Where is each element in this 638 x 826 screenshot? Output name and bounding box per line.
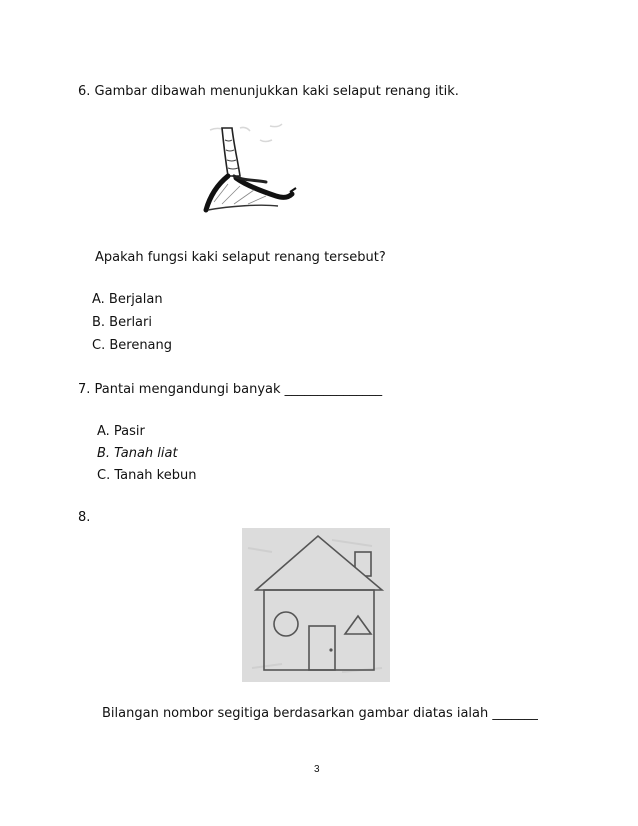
page-number: 3 [314,764,320,775]
q7-text: 7. Pantai mengandungi banyak _______________ [78,382,383,397]
q8-number: 8. [78,510,91,525]
duck-foot-image [200,118,300,218]
house-image [242,528,390,682]
q6-option-b: B. Berlari [92,315,152,330]
q6-text: 6. Gambar dibawah menunjukkan kaki selaput renang itik. [78,84,459,99]
q6-option-c: C. Berenang [92,338,173,353]
q7-option-c: C. Tanah kebun [97,468,197,483]
q8-prompt: Bilangan nombor segitiga berdasarkan gambar diatas ialah _______ [102,706,538,721]
q7-option-b: B. Tanah liat [97,446,178,461]
q6-prompt: Apakah fungsi kaki selaput renang tersebut? [95,250,386,265]
q7-option-a: A. Pasir [97,424,145,439]
q6-option-a: A. Berjalan [92,292,163,307]
